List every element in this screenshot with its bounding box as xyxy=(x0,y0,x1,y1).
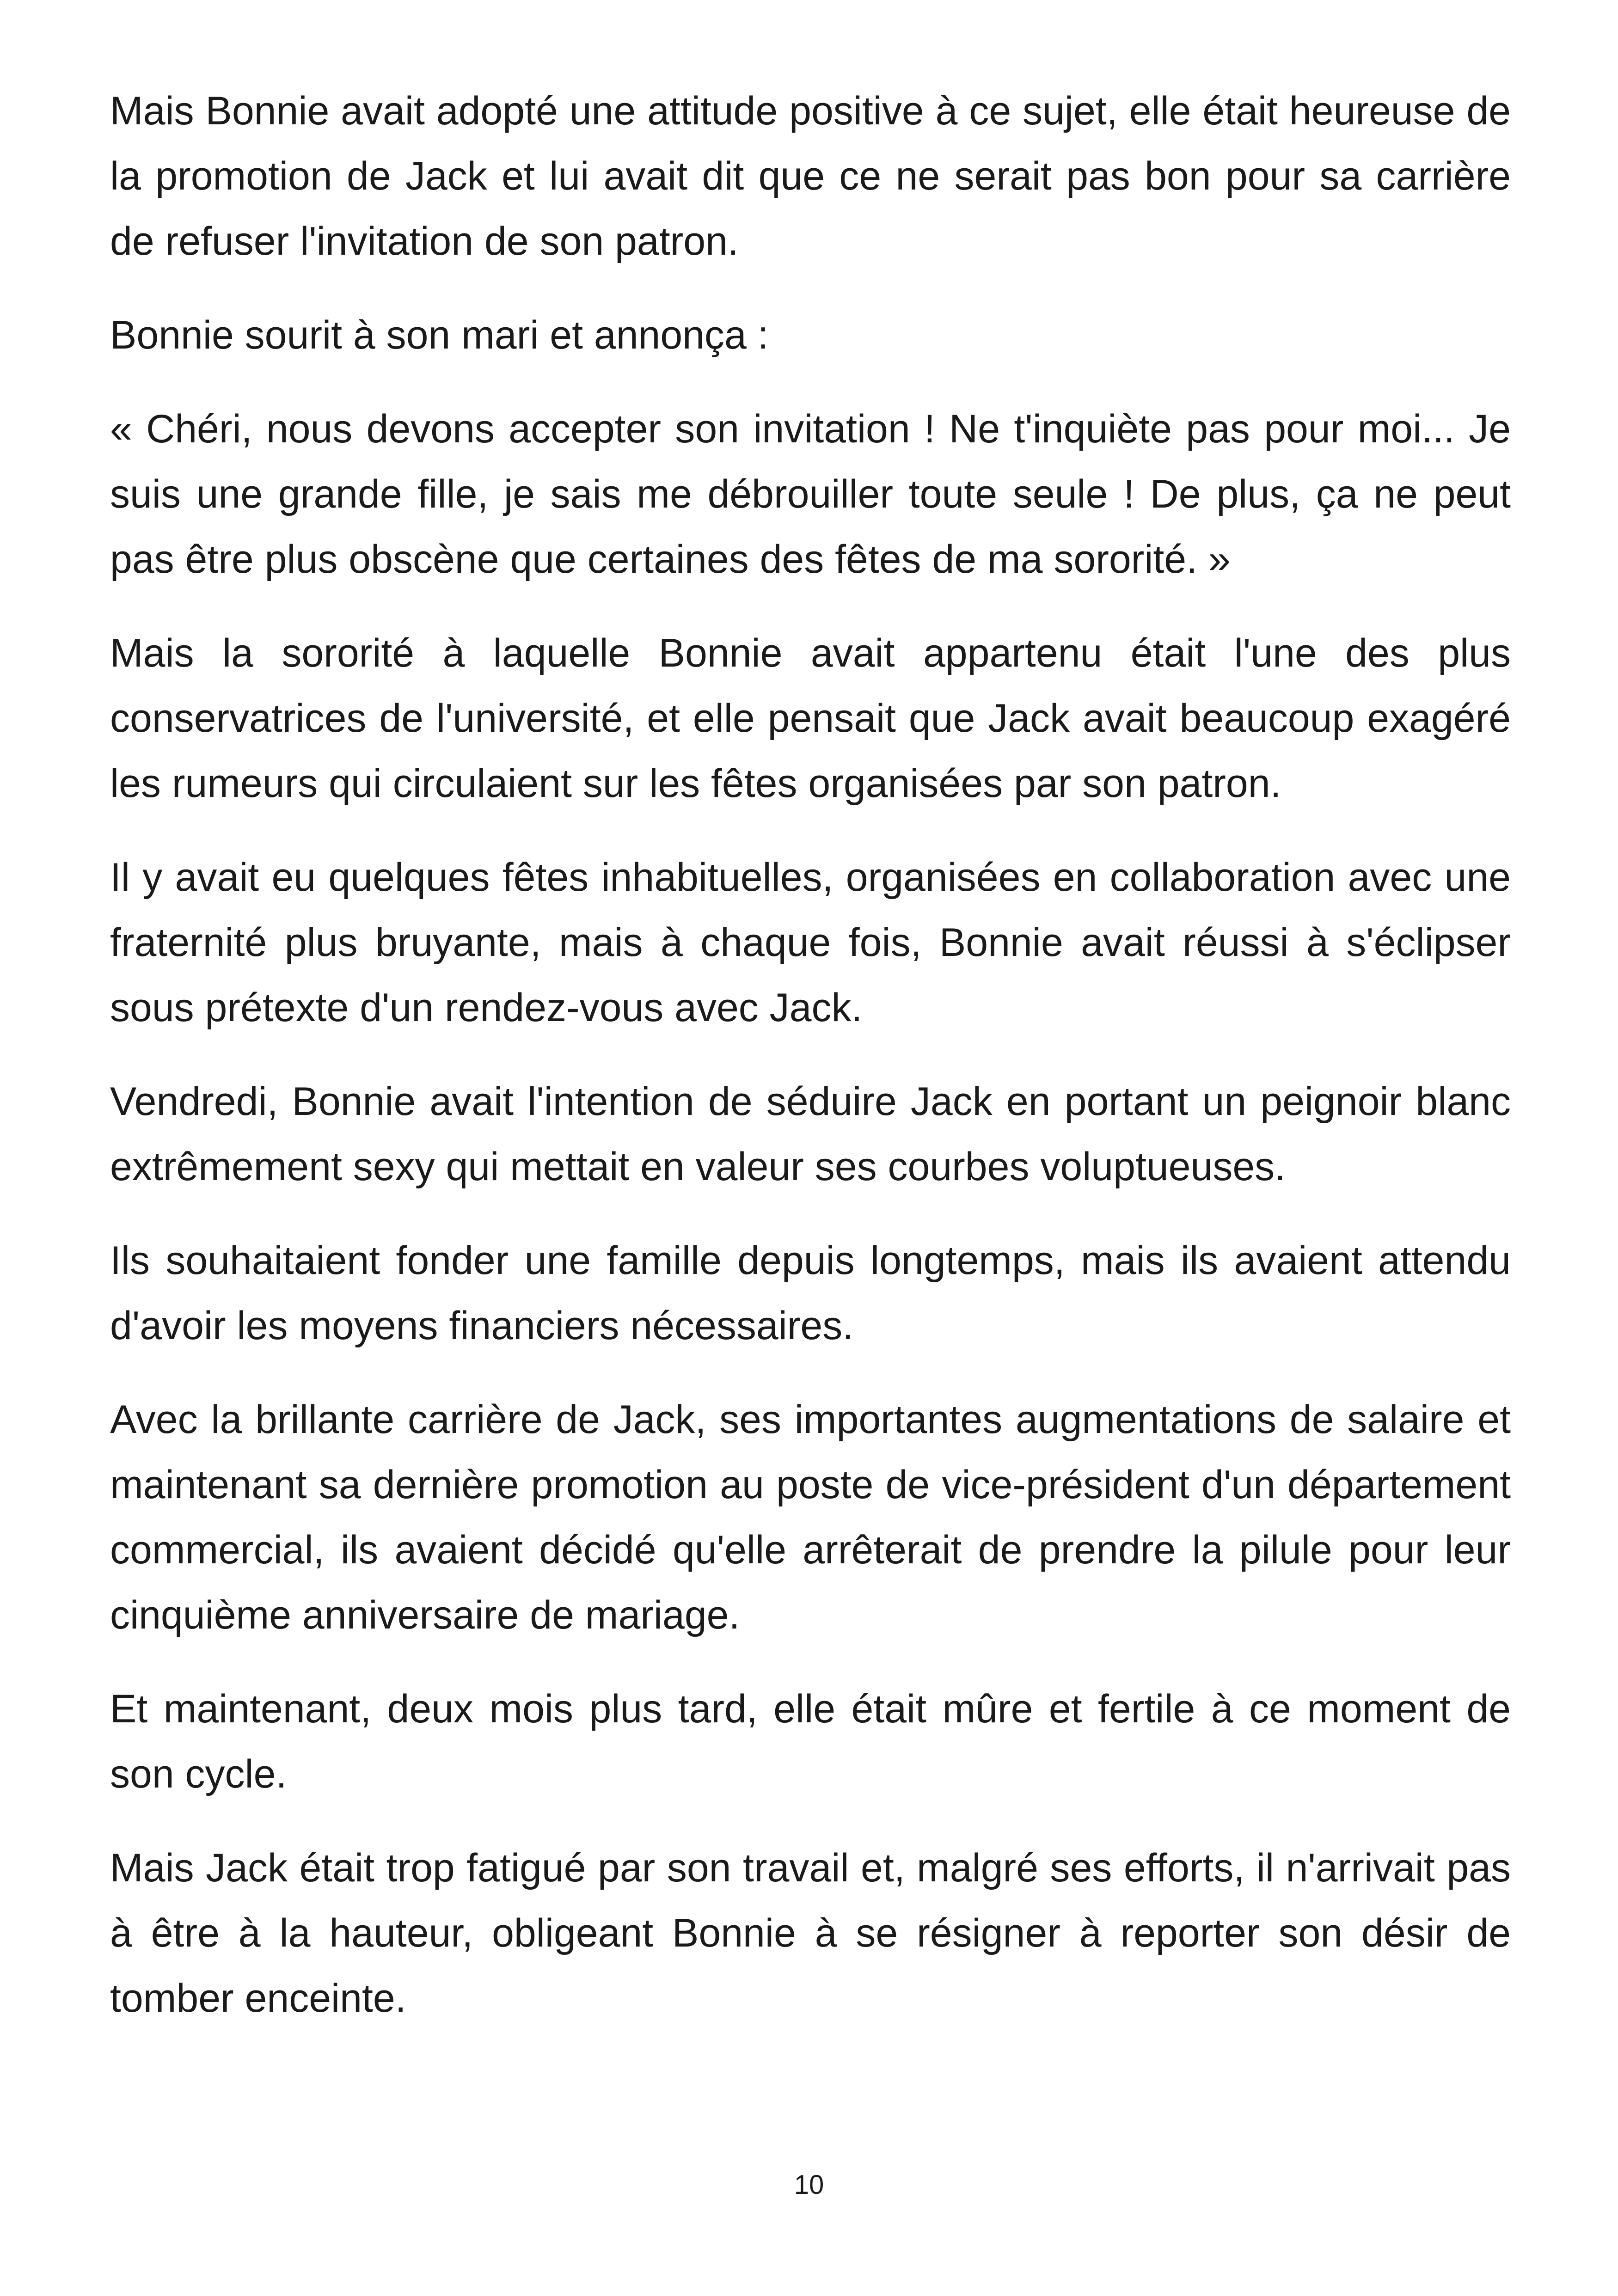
paragraph: Bonnie sourit à son mari et annonça : xyxy=(110,313,769,357)
paragraph: Mais Jack était trop fatigué par son travail et, malgré ses efforts, il n'arrivait pas à être à la hauteur, obligeant Bonnie à se résigner à reporter son désir de tomber enceinte. xyxy=(110,1846,1511,2020)
paragraph: « Chéri, nous devons accepter son invitation ! Ne t'inquiète pas pour moi... Je suis une grande fille, je sais me débrouiller toute seule ! De plus, ça ne peut pas être plus obscène que certaines des fêtes de ma sororité. » xyxy=(110,407,1511,582)
paragraph: Mais Bonnie avait adopté une attitude positive à ce sujet, elle était heureuse de la promotion de Jack et lui avait dit que ce ne serait pas bon pour sa carrière de refuser l'invitation de son patron. xyxy=(110,89,1511,263)
paragraph: Avec la brillante carrière de Jack, ses importantes augmentations de salaire et maintenant sa dernière promotion au poste de vice-président d'un département commercial, ils avaient décidé qu'elle arrêterait de prendre la pilule pour leur cinquième anniversaire de mariage. xyxy=(110,1397,1511,1637)
paragraph: Mais la sororité à laquelle Bonnie avait appartenu était l'une des plus conservatrices de l'université, et elle pensait que Jack avait beaucoup exagéré les rumeurs qui circulaient sur les fêtes organisées par son patron. xyxy=(110,631,1511,806)
paragraph: Il y avait eu quelques fêtes inhabituelles, organisées en collaboration avec une fraternité plus bruyante, mais à chaque fois, Bonnie avait réussi à s'éclipser sous prétexte d'un rendez-vous avec Jack. xyxy=(110,855,1511,1030)
paragraph: Et maintenant, deux mois plus tard, elle était mûre et fertile à ce moment de son cycle. xyxy=(110,1687,1511,1796)
body-text xyxy=(110,79,1511,2031)
paragraph: Ils souhaitaient fonder une famille depuis longtemps, mais ils avaient attendu d'avoir les moyens financiers nécessaires. xyxy=(110,1238,1511,1348)
paragraph: Vendredi, Bonnie avait l'intention de séduire Jack en portant un peignoir blanc extrêmement sexy qui mettait en valeur ses courbes voluptueuses. xyxy=(110,1079,1511,1189)
page-number: 10 xyxy=(794,2170,824,2200)
